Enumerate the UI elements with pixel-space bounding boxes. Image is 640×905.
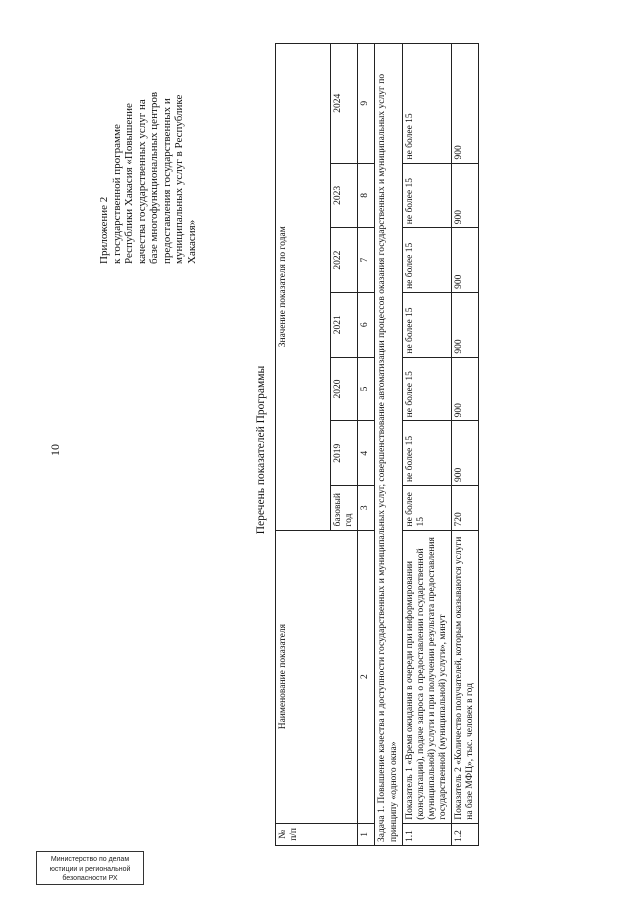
row-value: 900 (452, 421, 479, 486)
header-num: № п/п (276, 823, 358, 845)
row-value: не более 15 (403, 163, 452, 228)
table-header-row (276, 44, 331, 846)
column-number: 7 (358, 228, 375, 293)
appendix-line: к государственной программе (110, 124, 123, 264)
year-header: 2020 (331, 357, 358, 421)
header-values: Значение показателя по годам (276, 44, 331, 531)
column-number: 6 (358, 292, 375, 357)
column-numbers-row (358, 44, 375, 846)
appendix-line: Хакасия» (185, 219, 198, 264)
table-row (452, 44, 479, 846)
row-name: Показатель 2 «Количество получателей, которым оказываются услуги на базе МФЦ», тыс. человек в год (452, 530, 479, 823)
row-value: 720 (452, 486, 479, 530)
row-value: не более 15 (403, 292, 452, 357)
column-number: 5 (358, 357, 375, 421)
row-value: не более 15 (403, 486, 452, 530)
row-value: 900 (452, 228, 479, 293)
row-value: 900 (452, 357, 479, 421)
row-value: не более 15 (403, 357, 452, 421)
row-num: 1.2 (452, 823, 479, 845)
appendix-line: базе многофункциональных центров (148, 91, 160, 264)
column-number: 4 (358, 421, 375, 486)
column-number: 9 (358, 44, 375, 164)
column-number: 3 (358, 486, 375, 530)
rotated-page (20, 30, 475, 870)
stamp-line: безопасности РХ (62, 875, 118, 882)
appendix-line: Республики Хакасия «Повышение (123, 103, 135, 264)
year-header: базовый год (331, 486, 358, 530)
row-value: 900 (452, 163, 479, 228)
year-header: 2019 (331, 421, 358, 486)
row-name: Показатель 1 «Время ожидания в очереди при информировании (консультации), подаче запроса о предоставлении государственной (муниципальной) услуги и при получении результата предоставления государственной (муниципальной) услуги», минут (403, 530, 452, 823)
indicators-table (275, 43, 479, 846)
year-header: 2023 (331, 163, 358, 228)
list-title: Перечень показателей Программы (255, 365, 267, 535)
stamp-line: юстиции и региональной (49, 865, 131, 873)
column-number: 1 (358, 823, 375, 845)
header-name: Наименование показателя (276, 530, 358, 823)
appendix-line: муниципальных услуг в Республике (173, 94, 185, 264)
row-value: не более 15 (403, 421, 452, 486)
year-header: 2024 (331, 44, 358, 164)
table-row (403, 44, 452, 846)
appendix-line: качества государственных услуг на (135, 99, 148, 264)
appendix-line: Приложение 2 (98, 196, 110, 264)
row-value: не более 15 (403, 228, 452, 293)
task-text: Задача 1. Повышение качества и доступности государственных и муниципальных услуг, совершенствование автоматизации процессов оказания государственных и муниципальных услуг по принципу «одного окна» (375, 44, 403, 846)
year-header: 2021 (331, 292, 358, 357)
task-row (375, 44, 403, 846)
stamp-line: Министерство по делам (50, 856, 130, 863)
row-value: не более 15 (403, 44, 452, 164)
row-value: 900 (452, 44, 479, 164)
year-header: 2022 (331, 228, 358, 293)
appendix-line: предоставления государственных и (160, 98, 173, 264)
row-num: 1.1 (403, 823, 452, 845)
column-number: 2 (358, 530, 375, 823)
row-value: 900 (452, 292, 479, 357)
appendix-heading (98, 42, 198, 264)
page-number: 10 (48, 444, 62, 456)
column-number: 8 (358, 163, 375, 228)
